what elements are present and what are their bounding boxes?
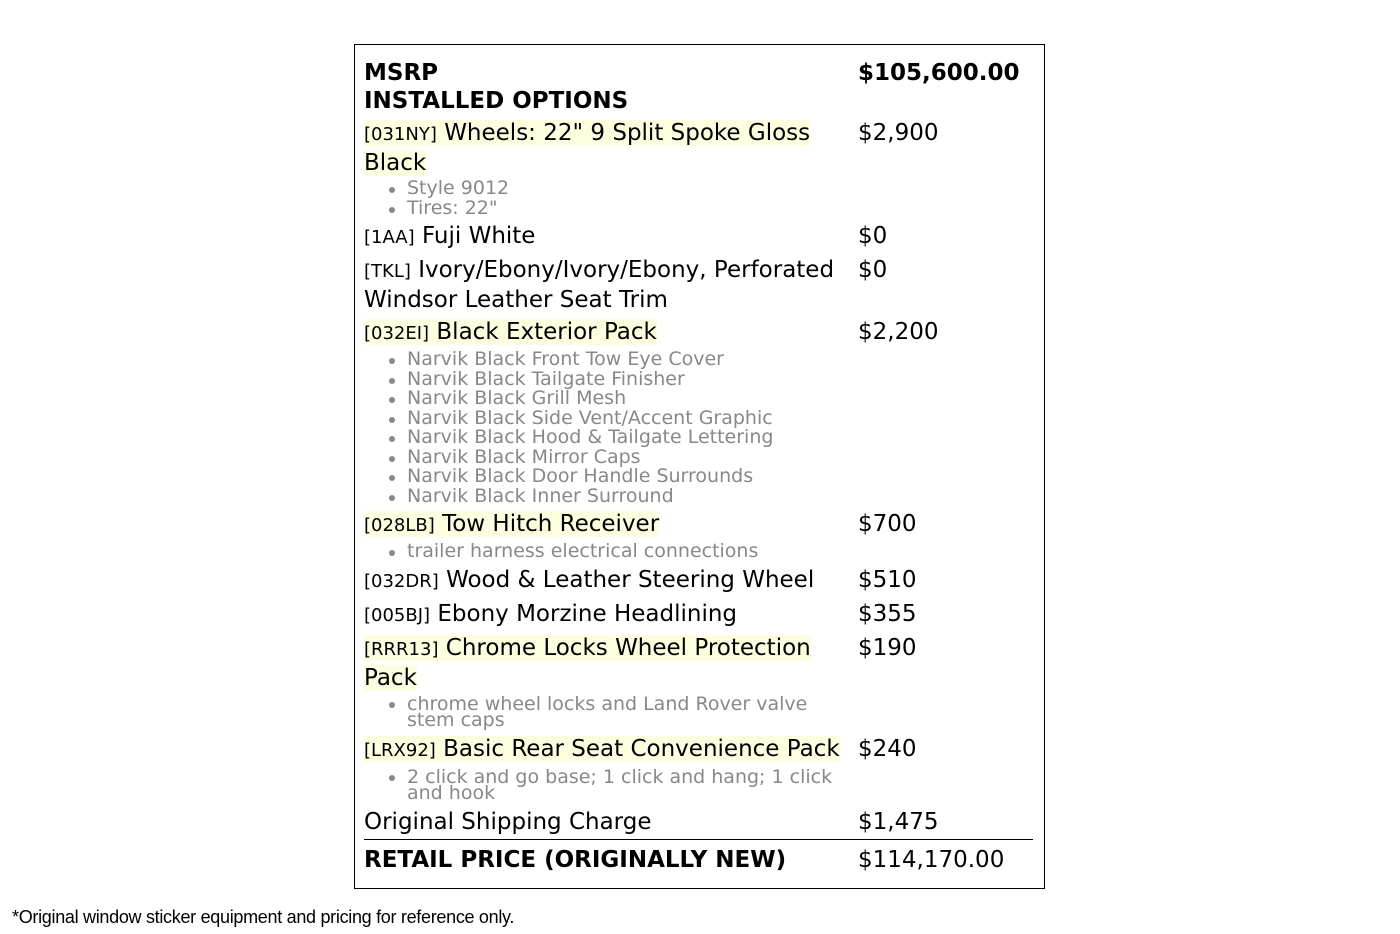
option-price: $2,900	[858, 120, 939, 146]
option-name: Basic Rear Seat Convenience Pack	[443, 735, 840, 762]
option-price: $700	[858, 511, 917, 537]
feature-item: Narvik Black Grill Mesh	[386, 389, 858, 409]
installed-options-header-row	[364, 87, 1034, 115]
retail-price-row	[364, 846, 1034, 874]
option-row	[364, 318, 1034, 348]
option-row	[364, 222, 1034, 252]
option-features-list	[364, 179, 858, 218]
option-name: Fuji White	[421, 223, 536, 249]
option-code: [TKL]	[364, 261, 411, 282]
option-description	[364, 634, 858, 692]
feature-item: Narvik Black Inner Surround	[386, 487, 858, 507]
option-highlight	[364, 635, 811, 691]
option-features-list	[364, 542, 858, 562]
msrp-row	[364, 59, 1034, 87]
option-description	[364, 256, 858, 314]
installed-options-heading: INSTALLED OPTIONS	[364, 88, 629, 114]
option-name: Wood & Leather Steering Wheel	[446, 566, 815, 593]
option-code: [031NY]	[364, 124, 437, 145]
option-row	[364, 119, 1034, 177]
option-name: Ivory/Ebony/Ivory/Ebony, Perforated Windsor Leather Seat Trim	[364, 257, 835, 313]
window-sticker	[354, 44, 1045, 889]
feature-item: chrome wheel locks and Land Rover valve stem caps	[386, 694, 858, 731]
sticker-content	[364, 59, 1034, 874]
feature-item: Narvik Black Tailgate Finisher	[386, 370, 858, 390]
option-name: Wheels: 22" 9 Split Spoke Gloss Black	[364, 120, 811, 176]
option-row	[364, 634, 1034, 692]
feature-item: Narvik Black Front Tow Eye Cover	[386, 350, 858, 370]
total-divider	[364, 839, 1033, 840]
option-code: [032EI]	[364, 323, 430, 344]
option-description	[364, 600, 858, 630]
option-highlight	[364, 319, 657, 345]
option-name: Tow Hitch Receiver	[442, 511, 660, 537]
option-code: [032DR]	[364, 570, 439, 592]
option-highlight	[364, 120, 810, 176]
shipping-price: $1,475	[858, 808, 939, 835]
msrp-price: $105,600.00	[858, 60, 1020, 86]
option-name: Ebony Morzine Headlining	[437, 600, 738, 627]
option-features-list	[364, 767, 858, 804]
shipping-label: Original Shipping Charge	[364, 808, 652, 835]
option-description	[364, 222, 858, 252]
option-description	[364, 510, 858, 540]
retail-price-value: $114,170.00	[858, 846, 1005, 873]
option-description	[364, 566, 858, 596]
feature-item: 2 click and go base; 1 click and hang; 1 click and hook	[386, 767, 858, 804]
option-highlight	[364, 736, 840, 762]
option-features-list	[364, 694, 858, 731]
option-code: [005BJ]	[364, 604, 431, 626]
feature-item: Narvik Black Mirror Caps	[386, 448, 858, 468]
option-row	[364, 256, 1034, 314]
option-row	[364, 510, 1034, 540]
option-name: Black Exterior Pack	[436, 319, 657, 345]
feature-item: Narvik Black Door Handle Surrounds	[386, 467, 858, 487]
reference-footnote: *Original window sticker equipment and pricing for reference only.	[12, 907, 515, 927]
feature-item: Style 9012	[386, 179, 858, 199]
option-description	[364, 318, 858, 348]
option-code: [028LB]	[364, 515, 435, 536]
option-code: [1AA]	[364, 227, 415, 248]
feature-item: trailer harness electrical connections	[386, 542, 858, 562]
option-price: $0	[858, 223, 888, 249]
option-price: $0	[858, 257, 888, 283]
option-highlight	[364, 511, 659, 537]
option-features-list	[364, 350, 858, 506]
msrp-label: MSRP	[364, 60, 439, 86]
option-code: [LRX92]	[364, 739, 436, 761]
option-row	[364, 735, 1034, 765]
shipping-row	[364, 808, 1034, 836]
feature-item: Tires: 22"	[386, 199, 858, 219]
option-price: $510	[858, 566, 917, 593]
option-row	[364, 600, 1034, 630]
option-description	[364, 119, 858, 177]
option-price: $355	[858, 600, 917, 627]
option-description	[364, 735, 858, 765]
feature-item: Narvik Black Hood & Tailgate Lettering	[386, 428, 858, 448]
option-price: $2,200	[858, 319, 939, 345]
option-price: $240	[858, 735, 917, 762]
option-row	[364, 566, 1034, 596]
retail-price-label: RETAIL PRICE (ORIGINALLY NEW)	[364, 846, 787, 873]
option-price: $190	[858, 634, 917, 661]
feature-item: Narvik Black Side Vent/Accent Graphic	[386, 409, 858, 429]
option-code: [RRR13]	[364, 638, 439, 660]
option-name: Chrome Locks Wheel Protection Pack	[364, 634, 811, 691]
